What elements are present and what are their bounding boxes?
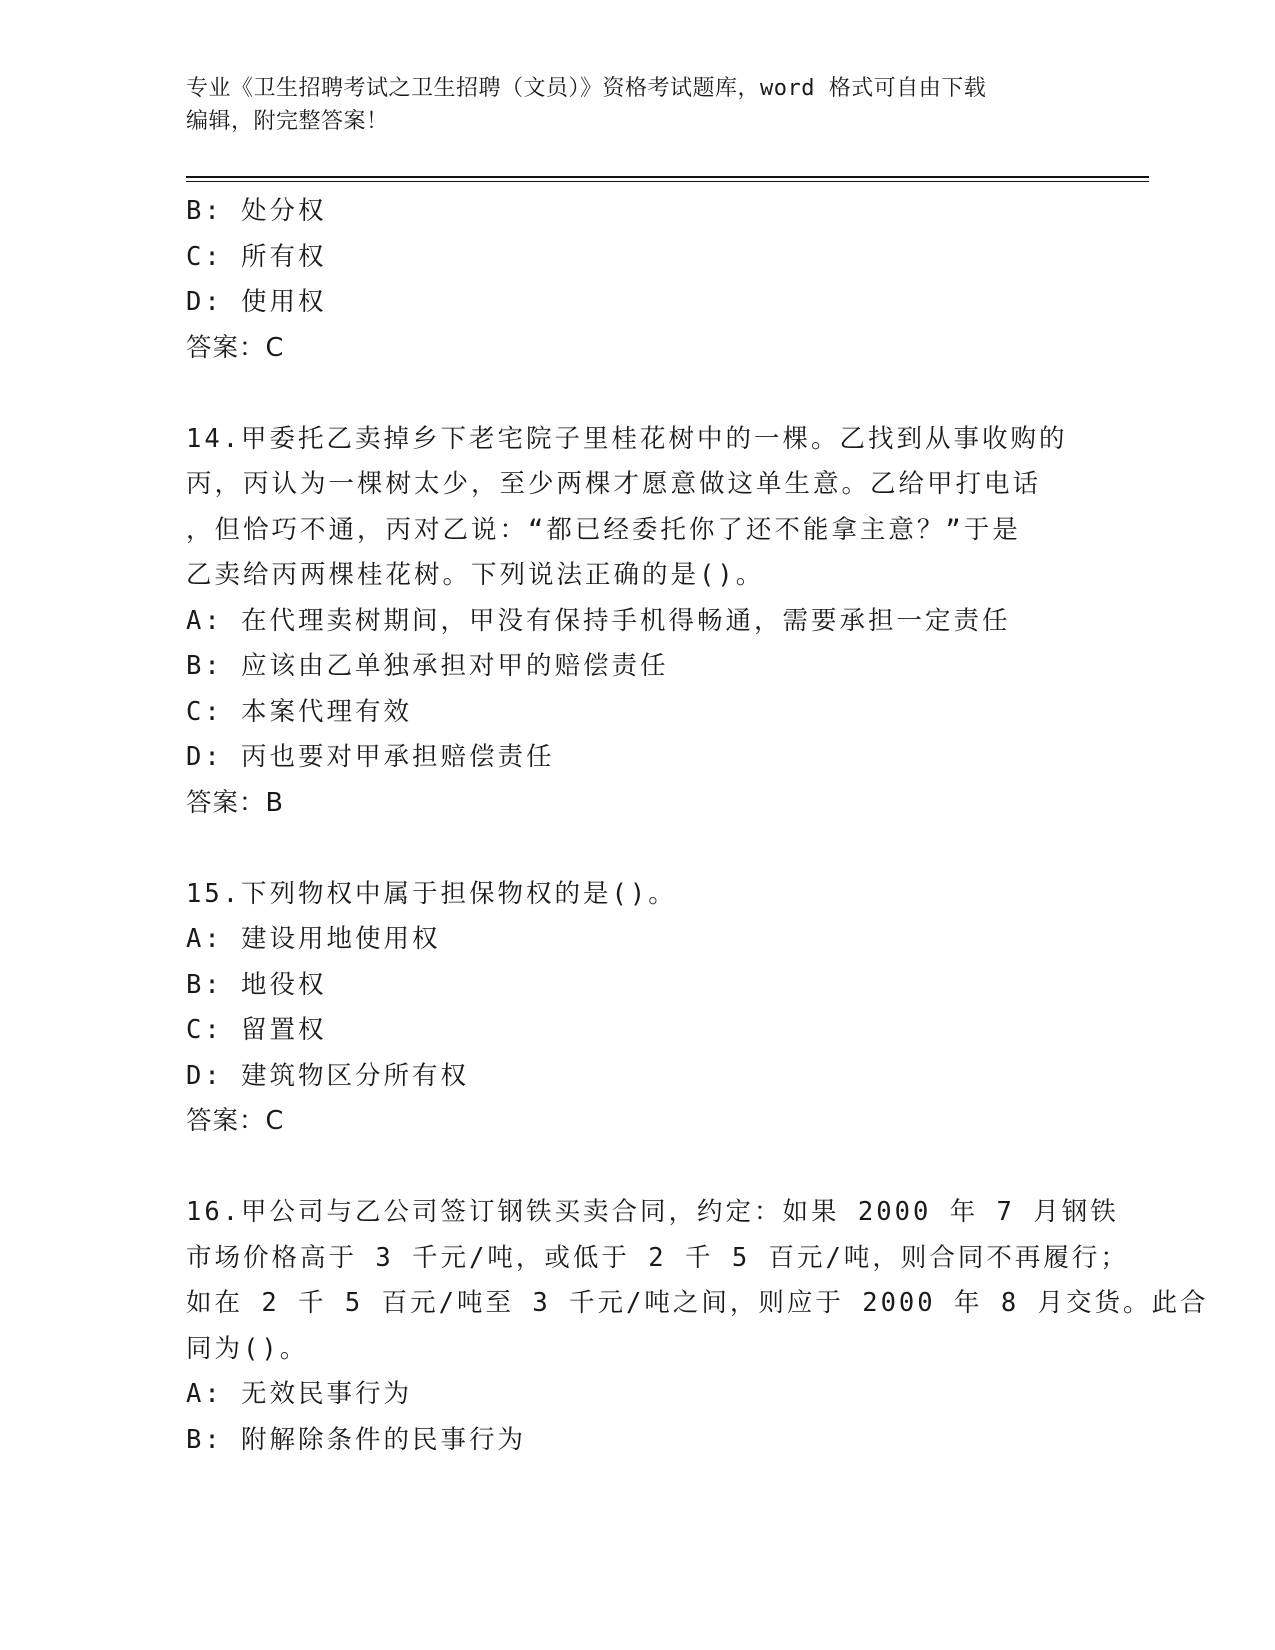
spacer	[186, 826, 1086, 872]
header-rule-thick	[186, 176, 1149, 178]
option-b: B: 地役权	[186, 969, 327, 1000]
question-text-line: ，但恰巧不通，丙对乙说：“都已经委托你了还不能拿主意？”于是	[186, 514, 1021, 545]
question-text-line: 14.甲委托乙卖掉乡下老宅院子里桂花树中的一棵。乙找到从事收购的	[186, 423, 1068, 454]
option-a: A: 建设用地使用权	[186, 924, 441, 954]
option-d: D: 使用权	[186, 287, 327, 317]
option-c: C: 所有权	[186, 241, 327, 272]
option-c: C: 留置权	[186, 1015, 327, 1045]
option-d: D: 丙也要对甲承担赔偿责任	[186, 742, 555, 772]
question-text-line: 16.甲公司与乙公司签订钢铁买卖合同，约定：如果 2000 年 7 月钢铁	[186, 1197, 1119, 1227]
question-text-line: 如在 2 千 5 百元/吨至 3 千元/吨之间，则应于 2000 年 8 月交货。此合	[186, 1288, 1209, 1318]
spacer	[186, 1145, 1086, 1191]
question-14	[186, 417, 1086, 827]
answer: 答案：B	[186, 787, 284, 818]
option-d: D: 建筑物区分所有权	[186, 1060, 470, 1091]
option-c: C: 本案代理有效	[186, 696, 413, 727]
answer: 答案：C	[186, 1106, 285, 1136]
question-text-line: 同为()。	[186, 1333, 309, 1364]
header-rule-thin	[186, 181, 1149, 182]
question-text-line: 乙卖给丙两棵桂花树。下列说法正确的是()。	[186, 560, 765, 590]
question-text-line: 15.下列物权中属于担保物权的是()。	[186, 878, 677, 909]
question-13	[186, 189, 1086, 371]
option-b: B: 处分权	[186, 196, 327, 226]
answer: 答案：C	[186, 332, 285, 363]
option-b: B: 附解除条件的民事行为	[186, 1424, 527, 1455]
question-15	[186, 872, 1086, 1145]
option-a: A: 无效民事行为	[186, 1379, 413, 1409]
option-a: A: 在代理卖树期间，甲没有保持手机得畅通，需要承担一定责任	[186, 605, 1011, 636]
question-text-line: 市场价格高于 3 千元/吨，或低于 2 千 5 百元/吨，则合同不再履行；	[186, 1242, 1129, 1273]
document-header	[186, 72, 1086, 138]
question-list	[186, 189, 1209, 1463]
question-text-line: 丙，丙认为一棵树太少，至少两棵才愿意做这单生意。乙给甲打电话	[186, 469, 1042, 499]
question-16	[186, 1190, 1209, 1463]
header-line-1: 专业《卫生招聘考试之卫生招聘（文员）》资格考试题库，word 格式可自由下载	[186, 76, 987, 101]
header-line-2: 编辑，附完整答案！	[186, 109, 389, 134]
option-b: B: 应该由乙单独承担对甲的赔偿责任	[186, 651, 669, 681]
spacer	[186, 371, 1086, 417]
